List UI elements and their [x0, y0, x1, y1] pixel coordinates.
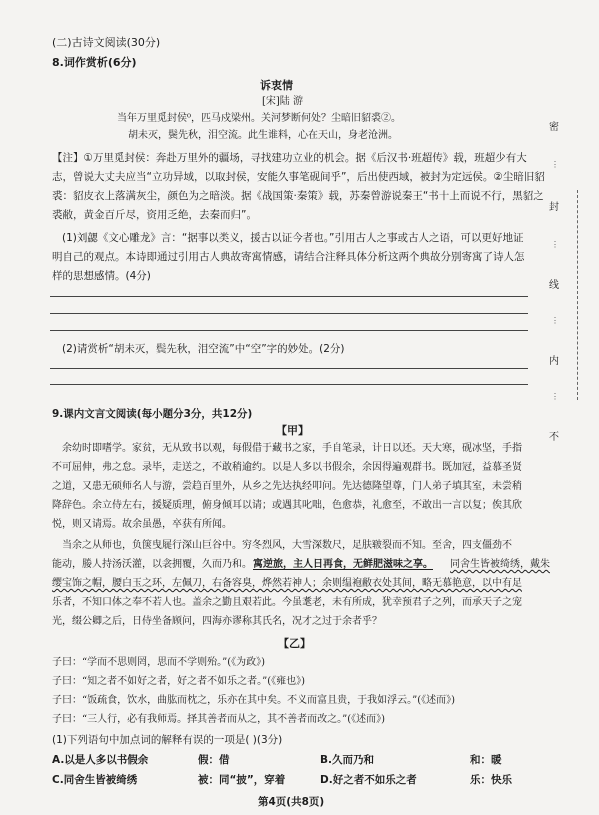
- passage-yi-line: 子曰：“学而不思则罔，思而不学则殆。”(《为政》): [52, 657, 266, 668]
- margin-dot: ⋮: [551, 240, 559, 249]
- option-a[interactable]: A.以是人多以书假余: [52, 754, 149, 766]
- passage-jia-line: 不可屈伸，弗之怠。录毕，走送之，不敢稍逾约。以是人多以书假余，余因得遍观群书。既加冠，益慕圣贤: [52, 462, 522, 473]
- margin-char: 密: [549, 122, 559, 133]
- passage-jia-line: 当余之从师也，负箧曳屣行深山巨谷中。穷冬烈风，大雪深数尺，足肤皲裂而不知。至舍，四支僵劲不: [62, 540, 512, 551]
- passage-jia-line: 悦，则又请焉。故余虽愚，卒获有所闻。: [52, 519, 232, 530]
- margin-char: 内: [549, 356, 559, 367]
- option-d-gloss: 乐：快乐: [470, 774, 512, 786]
- margin-dot: ⋮: [551, 392, 559, 401]
- answer-line[interactable]: [50, 384, 528, 385]
- question-8-title: 8.词作赏析(6分): [52, 56, 137, 69]
- margin-dot: ⋮: [551, 316, 559, 325]
- poem-line-2: 胡未灭，鬓先秋，泪空流。此生谁料，心在天山，身老沧洲。: [128, 130, 398, 141]
- underlined-sentence: 寓逆旅，主人日再食，无鲜肥滋味之享。: [253, 559, 433, 570]
- q9-1-text: (1)下列语句中加点词的解释有误的一项是( )(3分): [52, 734, 283, 746]
- option-b-gloss: 和：暖: [470, 754, 502, 766]
- margin-dot: ⋮: [551, 160, 559, 169]
- passage-jia-line: 乐者，不知口体之奉不若人也。盖余之勤且艰若此。今虽耄老，未有所成，犹幸预君子之列，而承天子之宠: [52, 597, 522, 608]
- q8-2-text: (2)请赏析“胡未灭，鬓先秋，泪空流”中“空”字的妙处。(2分): [62, 343, 345, 355]
- passage-jia-line: 之道，又患无硕师名人与游，尝趋百里外，从乡之先达执经叩问。先达德隆望尊，门人弟子填其室，未尝稍: [52, 481, 522, 492]
- passage-yi-line: 子曰：“三人行，必有我师焉。择其善者而从之，其不善者而改之。”(《述而》): [52, 714, 386, 725]
- q8-1-line: 明自己的观点。本诗即通过引用古人典故寄寓情感，请结合注释具体分析这两个典故分别寄寓了诗人怎: [52, 251, 525, 263]
- answer-line[interactable]: [50, 330, 528, 331]
- answer-line[interactable]: [50, 296, 528, 297]
- q8-1-line: 样的思想感情。(4分): [52, 270, 151, 282]
- passage-jia-line: 缨宝饰之帽，腰白玉之环，左佩刀，右备容臭，烨然若神人；余则缊袍敝衣处其间，略无慕艳意，以中有足: [52, 578, 522, 589]
- margin-char: 不: [549, 432, 559, 443]
- poem-title: 诉衷情: [260, 79, 293, 92]
- poem-line-1: 当年万里觅封侯⁰，匹马戍梁州。关河梦断何处？尘暗旧貂裘②。: [117, 113, 402, 124]
- option-a-gloss: 假：借: [198, 754, 230, 766]
- page-footer: 第4页(共8页): [258, 796, 325, 808]
- passage-yi-line: 子曰：“饭疏食，饮水，曲肱而枕之，乐亦在其中矣。不义而富且贵，于我如浮云。”(《述而》): [52, 695, 456, 706]
- option-c[interactable]: C.同舍生皆被绮绣: [52, 774, 138, 786]
- passage-jia-line: 光，缀公卿之后，日侍坐备顾问，四海亦谬称其氏名，况才之过于余者乎？: [52, 616, 382, 627]
- note-line: 裘：貂皮衣上落满灰尘，颜色为之暗淡。据《战国策·秦策》载，苏秦曾游说秦王“书十上而说不行，黑貂之: [52, 190, 544, 202]
- passage-yi-label: 【乙】: [278, 637, 311, 650]
- poem-author: [宋]陆 游: [262, 96, 303, 107]
- seal-line: [577, 190, 578, 400]
- passage-jia-line: 降辞色。余立侍左右，援疑质理，俯身倾耳以请；或遇其叱咄，色愈恭，礼愈至，不敢出一言以复；俟其欣: [52, 500, 522, 511]
- section-title: (二)古诗文阅读(30分): [52, 36, 161, 49]
- option-d[interactable]: D.好之者不如乐之者: [320, 774, 417, 786]
- passage-jia-label: 【甲】: [276, 424, 309, 437]
- note-line: 裘敝，黄金百斤尽，资用乏绝，去秦而归”。: [52, 209, 257, 221]
- option-b[interactable]: B.久而乃和: [320, 754, 374, 766]
- answer-line[interactable]: [50, 313, 528, 314]
- option-c-gloss: 被：同“披”，穿着: [198, 774, 286, 786]
- answer-line[interactable]: [50, 368, 528, 369]
- question-9-title: 9.课内文言文阅读(每小题分3分，共12分): [52, 408, 253, 420]
- margin-char: 线: [549, 280, 559, 291]
- passage-yi-line: 子曰：“知之者不如好之者，好之者不如乐之者。”(《雍也》): [52, 676, 306, 687]
- passage-jia-line: 同舍生皆被绮绣，戴朱: [450, 559, 550, 570]
- passage-jia-line: 余幼时即嗜学。家贫，无从致书以观，每假借于藏书之家，手自笔录，计日以还。天大寒，砚冰坚，手指: [62, 443, 522, 454]
- margin-char: 封: [549, 202, 559, 213]
- note-line: 志，曾说大丈夫应当“立功异域，以取封侯，安能久事笔砚间乎”，后出使西域，被封为定远侯。②尘暗旧貂: [52, 171, 545, 183]
- q8-1-line: (1)刘勰《文心雕龙》言：“据事以类义，援古以证今者也。”引用古人之事或古人之语，可以更好地证: [62, 232, 524, 244]
- passage-jia-line: 能动，媵人持汤沃灌，以衾拥覆，久而乃和。: [52, 559, 252, 570]
- note-line: 【注】①万里觅封侯：奔赴万里外的疆场，寻找建功立业的机会。据《后汉书·班超传》载，班超少有大: [52, 152, 527, 164]
